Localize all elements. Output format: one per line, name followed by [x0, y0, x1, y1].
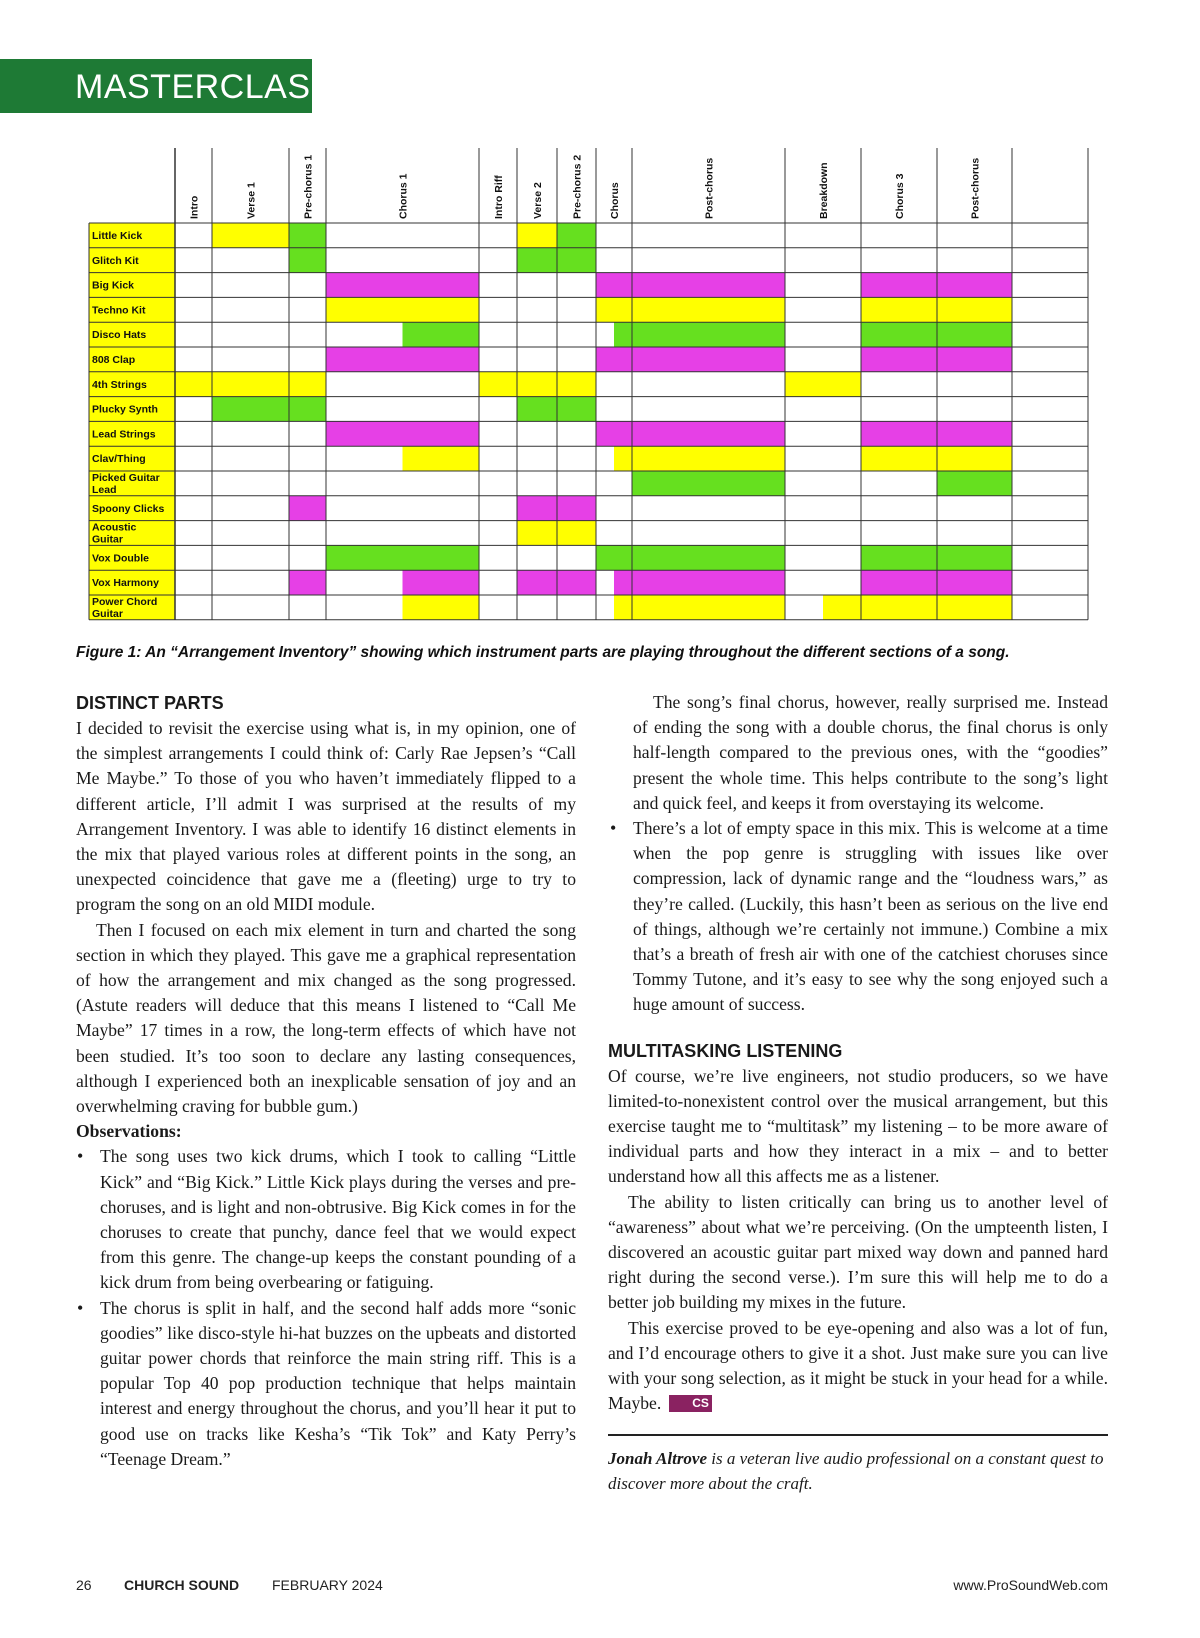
row-label: Disco Hats [92, 329, 147, 342]
cell-power-chord-guitar-8 [632, 595, 785, 620]
cell-spoony-clicks-2 [289, 496, 326, 521]
paragraph: I decided to revisit the exercise using what is, in my opinion, one of the simplest arrangements I could think of: Carly Rae Jepsen’s “Call Me Maybe.” To those of you who haven’t immediately flipped to a different article, I’ll admit I was surprised at the results of my Arrangement Inventory. I was able to identify 16 distinct elements in the mix that played various roles at different points in the song, an unexpected coincidence that gave me a (fleeting) urge to try to program the song on an old MIDI module. [76, 718, 576, 915]
cell-plucky-synth-1 [212, 397, 289, 422]
cell-techno-kit-11 [937, 297, 1012, 322]
row-label: Acoustic Guitar [92, 521, 137, 546]
page-number: 26 [76, 1577, 92, 1593]
cell-lead-strings-11 [937, 421, 1012, 446]
cell-disco-hats-11 [937, 322, 1012, 347]
cell-disco-hats-8 [632, 322, 785, 347]
author-bio-text: is a veteran live audio professional on a constant quest to discover more about the craft. [608, 1449, 1104, 1494]
section-header: Breakdown [818, 162, 830, 219]
cell-techno-kit-10 [861, 297, 937, 322]
section-title: MASTERCLASS [75, 68, 334, 106]
cell-vox-harmony-3 [403, 570, 480, 595]
cell-disco-hats-7 [614, 322, 632, 347]
section-header: Chorus [609, 182, 621, 219]
paragraph-text: This exercise proved to be eye-opening and also was a lot of fun, and I’d encourage others to give it a shot. Just make sure you can live with your song selection, as it might be stuck in your head for a while. Maybe. [608, 1317, 1108, 1414]
cell-vox-harmony-2 [289, 570, 326, 595]
cell-lead-strings-3 [326, 421, 479, 446]
cell-vox-double-3 [326, 545, 479, 570]
cell-4th-strings-2 [289, 372, 326, 397]
observations-label: Observations: [76, 1121, 182, 1142]
cell-big-kick-7 [596, 273, 632, 298]
cell-glitch-kit-6 [557, 248, 596, 273]
cell-vox-harmony-6 [557, 570, 596, 595]
cell-techno-kit-7 [596, 297, 632, 322]
cell-clav-thing-7 [614, 446, 632, 471]
cell-lead-strings-8 [632, 421, 785, 446]
cell-acoustic-guitar-5 [517, 521, 557, 546]
cell-glitch-kit-5 [517, 248, 557, 273]
section-header: Pre-chorus 2 [571, 154, 584, 219]
cell-big-kick-8 [632, 273, 785, 298]
paragraph: The ability to listen critically can bring us to another level of “awareness” about what we’re perceiving. (On the umpteenth listen, I discovered an acoustic guitar part mixed way down and panned hard right during the second verse.). I’m sure this will help me to do a better job building my mixes in the future. [608, 1191, 1108, 1313]
cell-808-clap-3 [326, 347, 479, 372]
row-label: Big Kick [92, 279, 135, 292]
divider [608, 1434, 1108, 1436]
column-right [608, 690, 1108, 1496]
cell-power-chord-guitar-10 [861, 595, 937, 620]
list-item: • The song uses two kick drums, which I took to calling “Little Kick” and “Big Kick.” Little Kick plays during the verses and pre-choruses, and is light and non-obtrusive. Big Kick comes in for the choruses to create that punchy, dance feel that we would expect from this genre. The change-up keeps the constant pounding of a kick drum from being overbearing or fatiguing. [100, 1144, 576, 1295]
cell-disco-hats-10 [861, 322, 937, 347]
author-name: Jonah Altrove [608, 1449, 708, 1469]
cell-techno-kit-3 [326, 297, 479, 322]
cell-clav-thing-3 [403, 446, 480, 471]
cell-disco-hats-3 [403, 322, 480, 347]
website-link[interactable]: www.ProSoundWeb.com [953, 1577, 1108, 1593]
arrangement-inventory-chart [0, 140, 1200, 622]
cell-vox-harmony-10 [861, 570, 937, 595]
cell-4th-strings-4 [479, 372, 517, 397]
cell-808-clap-11 [937, 347, 1012, 372]
issue-date: FEBRUARY 2024 [272, 1577, 383, 1593]
cell-plucky-synth-5 [517, 397, 557, 422]
row-label: Lead Strings [92, 428, 156, 441]
row-label: Clav/Thing [92, 453, 146, 466]
figure-caption: Figure 1: An “Arrangement Inventory” showing which instrument parts are playing throughout the different sections of a song. [76, 644, 1010, 661]
cell-big-kick-10 [861, 273, 937, 298]
cell-vox-double-8 [632, 545, 785, 570]
heading-distinct-parts: DISTINCT PARTS [76, 693, 224, 713]
cell-lead-strings-10 [861, 421, 937, 446]
cell-clav-thing-11 [937, 446, 1012, 471]
cell-picked-guitar-lead-8 [632, 471, 785, 496]
section-header: Intro [188, 195, 201, 219]
cell-big-kick-3 [326, 273, 479, 298]
heading-multitasking: MULTITASKING LISTENING [608, 1040, 843, 1061]
row-label: Picked Guitar Lead [92, 472, 160, 496]
cell-power-chord-guitar-3 [403, 595, 480, 620]
cell-power-chord-guitar-7 [614, 595, 632, 620]
cell-vox-harmony-7 [614, 570, 632, 595]
end-mark-icon: CS [669, 1395, 712, 1412]
observations-list [76, 1144, 576, 1472]
cell-glitch-kit-2 [289, 248, 326, 273]
cell-power-chord-guitar-11 [937, 595, 1012, 620]
row-label: Glitch Kit [92, 254, 139, 267]
cell-picked-guitar-lead-11 [937, 471, 1012, 496]
cell-lead-strings-7 [596, 421, 632, 446]
observations-list-continued [608, 690, 1108, 1018]
cell-4th-strings-5 [517, 372, 557, 397]
cell-4th-strings-0 [175, 372, 212, 397]
row-label: 4th Strings [92, 378, 147, 391]
row-label: Techno Kit [92, 304, 146, 317]
cell-4th-strings-6 [557, 372, 596, 397]
magazine-name: CHURCH SOUND [124, 1577, 240, 1593]
row-label: Power Chord Guitar [92, 596, 158, 620]
row-label: Plucky Synth [92, 403, 158, 416]
row-label: Vox Harmony [92, 577, 159, 590]
column-left [76, 690, 576, 1472]
list-item-continuation: The song’s final chorus, however, really surprised me. Instead of ending the song with a double chorus, the final chorus is only half-length compared to the previous ones, with the “goodies” present the whole time. This helps contribute to the song’s light and quick feel, and keeps it from overstaying its welcome. [633, 692, 1108, 813]
cell-vox-harmony-5 [517, 570, 557, 595]
row-label: Spoony Clicks [92, 502, 165, 515]
cell-little-kick-6 [557, 223, 596, 248]
cell-clav-thing-10 [861, 446, 937, 471]
cell-vox-double-7 [596, 545, 632, 570]
paragraph: Then I focused on each mix element in turn and charted the song section in which they played. This gave me a graphical representation of how the arrangement and mix changed as the song progressed. (Astute readers will deduce that this means I listened to “Call Me Maybe” 17 times in a row, the long-term effects of which have not been studied. It’s too soon to declare any lasting consequences, although I experienced both an inexplicable sensation of joy and an overwhelming craving for bubble gum.) [76, 919, 576, 1117]
cell-big-kick-11 [937, 273, 1012, 298]
cell-vox-double-10 [861, 545, 937, 570]
cell-clav-thing-8 [632, 446, 785, 471]
cell-little-kick-2 [289, 223, 326, 248]
section-header: Pre-chorus 1 [302, 154, 315, 219]
cell-little-kick-1 [212, 223, 289, 248]
cell-vox-harmony-11 [937, 570, 1012, 595]
section-header: Verse 1 [245, 182, 258, 219]
cell-808-clap-10 [861, 347, 937, 372]
paragraph: Of course, we’re live engineers, not studio producers, so we have limited-to-nonexistent control over the musical arrangement, but this exercise taught me to “multitask” my listening – to be more aware of individual parts and how they interact in a mix – and to better understand how all this affects me as a listener. [608, 1065, 1108, 1187]
row-label: Vox Double [92, 552, 149, 565]
cell-acoustic-guitar-6 [557, 521, 596, 546]
author-bio [608, 1446, 1108, 1496]
list-item: • The chorus is split in half, and the second half adds more “sonic goodies” like disco-style hi-hat buzzes on the upbeats and distorted guitar power chords that reinforce the main string riff. This is a popular Top 40 pop production technique that helps maintain interest and energy throughout the chorus, and you’ll hear it put to good use on tracks like Kesha’s “Tik Tok” and Katy Perry’s “Teenage Dream.” [100, 1296, 576, 1472]
cell-spoony-clicks-5 [517, 496, 557, 521]
cell-power-chord-guitar-9 [823, 595, 861, 620]
cell-spoony-clicks-6 [557, 496, 596, 521]
cell-techno-kit-8 [632, 297, 785, 322]
cell-vox-double-11 [937, 545, 1012, 570]
cell-vox-harmony-8 [632, 570, 785, 595]
cell-plucky-synth-2 [289, 397, 326, 422]
cell-4th-strings-9 [785, 372, 861, 397]
cell-little-kick-5 [517, 223, 557, 248]
cell-4th-strings-1 [212, 372, 289, 397]
list-item: • There’s a lot of empty space in this mix. This is welcome at a time when the pop genre is struggling with issues like over compression, lack of dynamic range and the “loudness wars,” as they’re called. (Luckily, this hasn’t been as serious on the live end of things, although we’re certainly not immune.) Combine a mix that’s a breath of fresh air with one of the catchiest choruses since Tommy Tutone, and it’s easy to see why the song enjoyed such a huge amount of success. [633, 816, 1108, 1018]
section-banner [0, 59, 334, 113]
cell-plucky-synth-6 [557, 397, 596, 422]
row-label: 808 Clap [92, 354, 136, 366]
section-header: Verse 2 [532, 182, 544, 219]
cell-808-clap-8 [632, 347, 785, 372]
section-header: Chorus 1 [397, 173, 410, 219]
section-header: Intro Riff [493, 175, 505, 219]
section-header: Post-chorus [703, 157, 716, 219]
section-header: Post-chorus [969, 157, 982, 219]
section-header: Chorus 3 [894, 173, 906, 219]
cell-808-clap-7 [596, 347, 632, 372]
paragraph-final [608, 1316, 1108, 1417]
row-label: Little Kick [92, 230, 143, 242]
